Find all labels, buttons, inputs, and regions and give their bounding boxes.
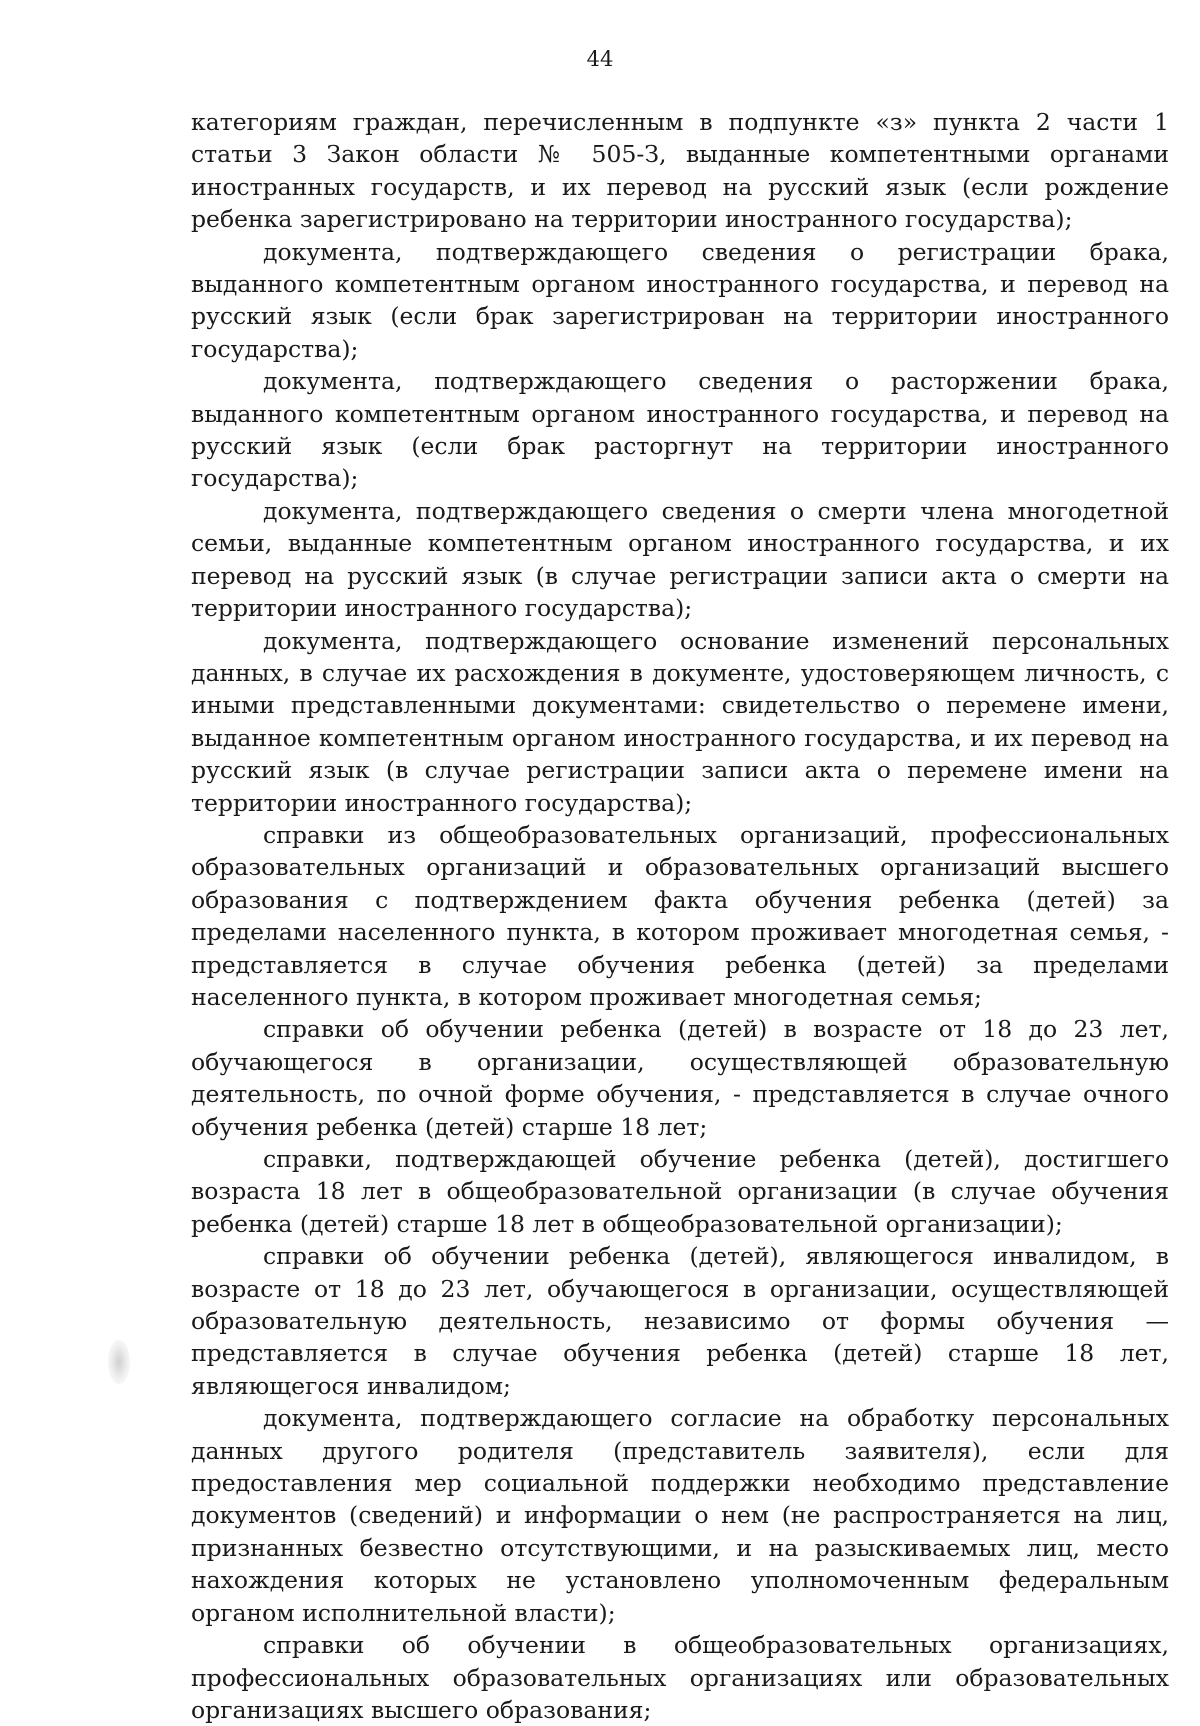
paragraph: категориям граждан, перечисленным в подпункте «з» пункта 2 части 1 статьи 3 Закон области № 505-З, выданные компетентными органами иностранных государств, и их перевод на русский язык (если рождение ребенка зарегистрировано на территории иностранного государства); — [191, 108, 1169, 234]
paragraph: справки об обучении в общеобразовательных организациях, профессиональных образовательных организациях или образовательных организациях высшего образования; — [191, 1631, 1169, 1724]
paragraph: документа, подтверждающего сведения о расторжении брака, выданного компетентным органом иностранного государства, и перевод на русский язык (если брак расторгнут на территории иностранного государства); — [191, 367, 1169, 493]
paragraph: документа, подтверждающего согласие на обработку персональных данных другого родителя (представитель заявителя), если для предоставления мер социальной поддержки необходимо представление документов (сведений) и информации о нем (не распространяется на лиц, признанных безвестно отсутствующими, и на разыскиваемых лиц, место нахождения которых не установлено уполномоченным федеральным органом исполнительной власти); — [191, 1404, 1169, 1627]
paragraph: документа, подтверждающего основание изменений персональных данных, в случае их расхождения в документе, удостоверяющем личность, с иными представленными документами: свидетельство о перемене имени, выданное компетентным органом иностранного государства, и их перевод на русский язык (в случае регистрации записи акта о перемене имени на территории иностранного государства); — [191, 626, 1169, 817]
paragraph: документа, подтверждающего сведения о регистрации брака, выданного компетентным органом иностранного государства, и перевод на русский язык (если брак зарегистрирован на территории иностранного государства); — [191, 237, 1169, 363]
paragraph: справки, подтверждающей обучение ребенка (детей), достигшего возраста 18 лет в общеобразовательной организации (в случае обучения ребенка (детей) старше 18 лет в общеобразовательной организации); — [191, 1145, 1169, 1238]
paragraph: справки об обучении ребенка (детей), являющегося инвалидом, в возрасте от 18 до 23 лет, обучающегося в организации, осуществляющей образовательную деятельность, независимо от формы обучения — представляется в случае обучения ребенка (детей) старше 18 лет, являющегося инвалидом; — [191, 1242, 1169, 1400]
document-body — [191, 106, 1169, 1726]
page-number: 44 — [586, 47, 614, 71]
paragraph: справки об обучении ребенка (детей) в возрасте от 18 до 23 лет, обучающегося в организации, осуществляющей образовательную деятельность, по очной форме обучения, - представляется в случае очного обучения ребенка (детей) старше 18 лет; — [191, 1015, 1169, 1141]
paragraph: документа, подтверждающего сведения о смерти члена многодетной семьи, выданные компетентным органом иностранного государства, и их перевод на русский язык (в случае регистрации записи акта о смерти на территории иностранного государства); — [191, 496, 1169, 623]
paragraph: справки из общеобразовательных организаций, профессиональных образовательных организаций и образовательных организаций высшего образования с подтверждением факта обучения ребенка (детей) за пределами населенного пункта, в котором проживает многодетная семья, - представляется в случае обучения ребенка (детей) за пределами населенного пункта, в котором проживает многодетная семья; — [191, 820, 1169, 1011]
scan-smudge — [108, 1340, 130, 1384]
